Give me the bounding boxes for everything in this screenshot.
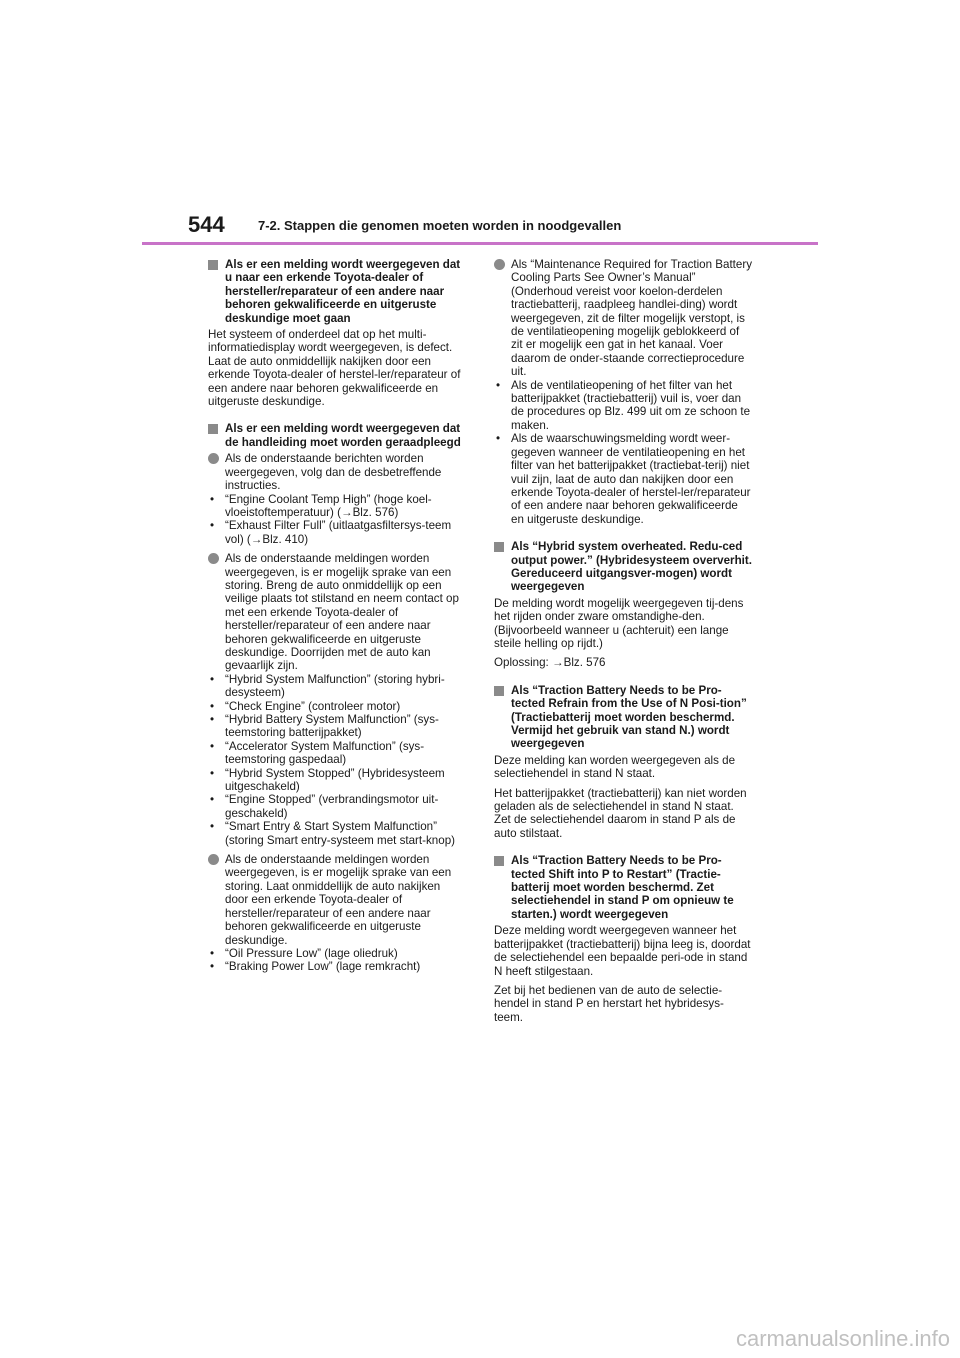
paragraph: Het systeem of onderdeel dat op het multi-informatiedisplay wordt weergegeven, is defect. Laat de auto onmiddellijk nakijken door een erkende Toyota-dealer of herstel-ler/reparateur of een andere naar behoren gekwalificeerde en uitgeruste deskundige. <box>208 328 461 409</box>
circle-group: Als de onderstaande meldingen worden weergegeven, is er mogelijk sprake van een storing. Laat onmiddellijk de auto nakijken door een erkende Toyota-dealer of hersteller/reparateur of een andere naar behoren gekwalificeerde en uitgeruste deskundige. <box>208 853 466 947</box>
bullet-list <box>208 493 466 547</box>
paragraph: Deze melding wordt weergegeven wanneer het batterijpakket (tractiebatterij) bijna leeg is, doordat de selectiehendel een bepaalde peri-ode in stand N heeft stilgestaan. <box>494 924 751 978</box>
list-item: • “Hybrid System Malfunction” (storing hybri-desysteem) <box>208 673 466 700</box>
circle-group: Als “Maintenance Required for Traction Battery Cooling Parts See Owner’s Manual” (Onderhoud vereist voor koelon-derdelen tractiebatterij, raadpleeg handlei-ding) wordt weergegeven, zit de filter mogelijk verstopt, is de ventilatieopening mogelijk geblokkeerd of zit er mogelijk een gat in het kanaal. Voer daarom de onder-staande correctieprocedure uit. <box>494 258 752 379</box>
square-bullet-icon <box>208 260 218 270</box>
list-item: • “Smart Entry & Start System Malfunction” (storing Smart entry-systeem met start-knop) <box>208 820 466 847</box>
square-bullet-icon <box>494 686 504 696</box>
list-item: • “Hybrid Battery System Malfunction” (sys-teemstoring batterijpakket) <box>208 713 466 740</box>
circle-bullet-icon <box>208 854 219 865</box>
list-item: • “Check Engine” (controleer motor) <box>208 700 466 713</box>
bullet-list <box>494 379 752 526</box>
circle-bullet-icon <box>494 259 505 270</box>
right-column <box>494 258 752 1030</box>
square-bullet-icon <box>208 424 218 434</box>
square-bullet-icon <box>494 856 504 866</box>
list-item: • “Hybrid System Stopped” (Hybridesysteem uitgeschakeld) <box>208 767 466 794</box>
list-item: • Als de waarschuwingsmelding wordt weer-gegeven wanneer de ventilatieopening en het filter van het batterijpakket (tractiebat-terij) niet vuil zijn, laat de auto dan nakijken door een erkende Toyota-dealer of herstel-ler/reparateur of een andere naar behoren gekwalificeerde en uitgeruste deskundige. <box>494 432 752 526</box>
circle-bullet-icon <box>208 553 219 564</box>
section-title: 7-2. Stappen die genomen moeten worden in noodgevallen <box>258 218 622 233</box>
list-item: • “Engine Coolant Temp High” (hoge koel-vloeistoftemperatuur) (→Blz. 576) <box>208 493 466 520</box>
paragraph: Deze melding kan worden weergegeven als de selectiehendel in stand N staat. <box>494 753 736 781</box>
header-rule <box>142 242 818 245</box>
page-number: 544 <box>188 212 225 237</box>
heading-dealer-message: Als er een melding wordt weergegeven dat u naar een erkende Toyota-dealer of hersteller/reparateur of een andere naar behoren gekwalificeerde en uitgeruste deskundige moet gaan <box>208 258 466 325</box>
list-item: • “Engine Stopped” (verbrandingsmotor uit-geschakeld) <box>208 793 466 820</box>
heading-overheated: Als “Hybrid system overheated. Redu-ced output power.” (Hybridesysteem oververhit. Gereduceerd uitgangsver-mogen) wordt weergegeven <box>494 540 752 594</box>
circle-group: Als de onderstaande berichten worden weergegeven, volg dan de desbetreffende instructies. <box>208 452 466 492</box>
circle-bullet-icon <box>208 453 219 464</box>
left-column <box>208 258 466 974</box>
paragraph: De melding wordt mogelijk weergegeven tij-dens het rijden onder zware omstandighe-den. (Bijvoorbeeld wanneer u (achteruit) een lange steile helling op rijdt.) <box>494 596 744 650</box>
paragraph: Zet bij het bedienen van de auto de selectie-hendel in stand P en herstart het hybridesys-teem. <box>494 983 724 1024</box>
circle-group: Als de onderstaande meldingen worden weergegeven, is er mogelijk sprake van een storing. Breng de auto onmiddellijk op een veilige plaats tot stilstand en neem contact op met een erkende Toyota-dealer of hersteller/reparateur of een andere naar behoren gekwalificeerde en uitgeruste deskundige. Doorrijden met de auto kan gevaarlijk zijn. <box>208 552 466 673</box>
bullet-list <box>208 947 466 974</box>
bullet-list <box>208 673 466 847</box>
list-item: • “Oil Pressure Low” (lage oliedruk) <box>208 947 466 960</box>
list-item: • “Braking Power Low” (lage remkracht) <box>208 960 466 973</box>
heading-shift-p: Als “Traction Battery Needs to be Pro-tected Shift into P to Restart” (Tractie-batterij moet worden beschermd. Zet selectiehendel in stand P om opnieuw te starten.) wordt weergegeven <box>494 854 752 921</box>
watermark: carmanualsonline.info <box>735 1326 950 1351</box>
list-item: • “Exhaust Filter Full” (uitlaatgasfiltersys-teem vol) (→Blz. 410) <box>208 519 466 546</box>
list-item: • Als de ventilatieopening of het filter van het batterijpakket (tractiebatterij) vuil is, voer dan de procedures op Blz. 499 uit om ze schoon te maken. <box>494 379 752 433</box>
square-bullet-icon <box>494 542 504 552</box>
heading-refrain-n: Als “Traction Battery Needs to be Pro-tected Refrain from the Use of N Posi-tion” (Tractiebatterij moet worden beschermd. Vermijd het gebruik van stand N.) wordt weergegeven <box>494 684 752 751</box>
heading-manual-message: Als er een melding wordt weergegeven dat de handleiding moet worden geraadpleegd <box>208 422 466 449</box>
list-item: • “Accelerator System Malfunction” (sys-teemstoring gaspedaal) <box>208 740 466 767</box>
paragraph: Oplossing: →Blz. 576 <box>494 656 606 670</box>
paragraph: Het batterijpakket (tractiebatterij) kan niet worden geladen als de selectiehendel in stand N staat. Zet de selectiehendel daarom in stand P als de auto stilstaat. <box>494 786 747 840</box>
